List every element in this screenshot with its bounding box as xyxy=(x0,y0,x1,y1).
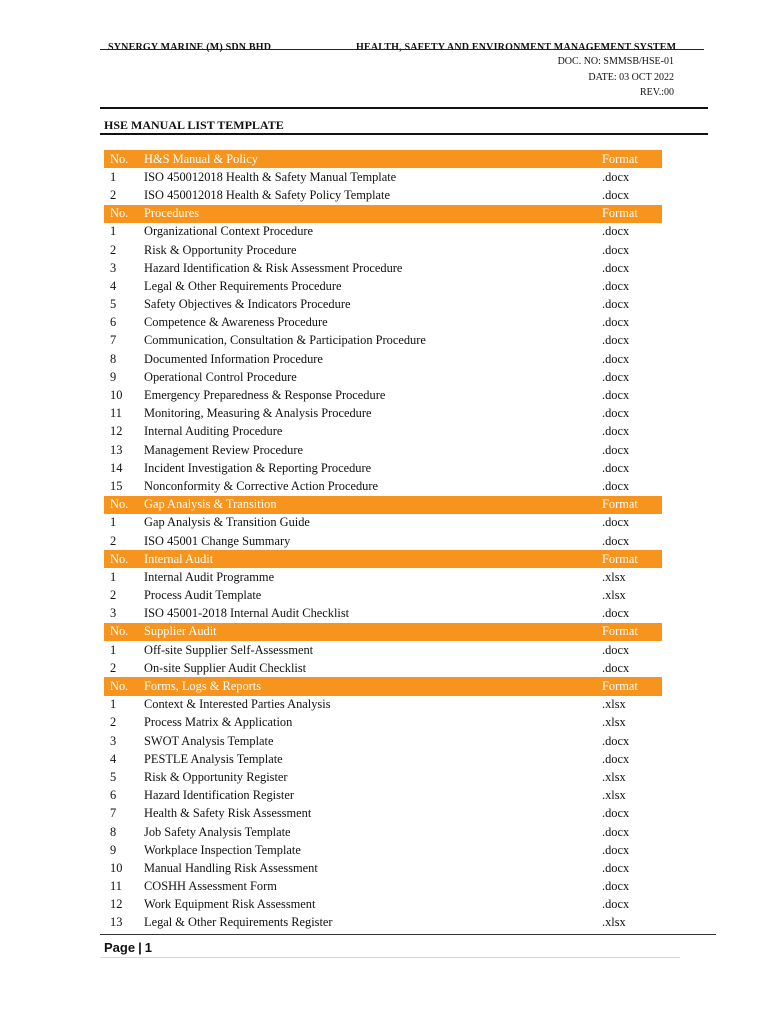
file-format: .docx xyxy=(602,879,630,894)
document-name: Gap Analysis & Transition Guide xyxy=(144,515,310,530)
document-name: Legal & Other Requirements Procedure xyxy=(144,278,342,293)
table-row xyxy=(104,605,662,623)
row-number: 1 xyxy=(110,515,117,530)
section-header-no: No. xyxy=(110,206,129,221)
table-row xyxy=(104,696,662,714)
document-name: Communication, Consultation & Participation Procedure xyxy=(144,333,426,348)
document-name: PESTLE Analysis Template xyxy=(144,751,283,766)
page-number: 1 xyxy=(144,940,152,955)
file-format: .docx xyxy=(602,333,630,348)
row-number: 2 xyxy=(110,588,117,603)
table-row xyxy=(104,823,662,841)
document-name: ISO 450012018 Health & Safety Policy Template xyxy=(144,187,390,202)
row-number: 7 xyxy=(110,333,117,348)
table-row xyxy=(104,587,662,605)
row-number: 2 xyxy=(110,533,117,548)
table-row xyxy=(104,405,662,423)
document-name: Process Matrix & Application xyxy=(144,715,293,730)
row-number: 7 xyxy=(110,806,117,821)
file-format: .xlsx xyxy=(602,788,626,803)
row-number: 8 xyxy=(110,351,117,366)
file-format: .docx xyxy=(602,242,630,257)
table-row xyxy=(104,314,662,332)
file-format: .docx xyxy=(602,806,630,821)
section-header-no: No. xyxy=(110,679,129,694)
section-header-title: H&S Manual & Policy xyxy=(144,151,258,166)
section-header-no: No. xyxy=(110,624,129,639)
document-name: Risk & Opportunity Procedure xyxy=(144,242,297,257)
doc-date: DATE: 03 OCT 2022 xyxy=(588,71,674,83)
document-name: SWOT Analysis Template xyxy=(144,733,274,748)
row-number: 2 xyxy=(110,187,117,202)
page-separator: | xyxy=(138,940,142,955)
file-format: .xlsx xyxy=(602,697,626,712)
section-header xyxy=(104,496,662,514)
file-format: .docx xyxy=(602,860,630,875)
row-number: 10 xyxy=(110,860,123,875)
row-number: 1 xyxy=(110,569,117,584)
file-format: .docx xyxy=(602,224,630,239)
row-number: 6 xyxy=(110,788,117,803)
document-name: Documented Information Procedure xyxy=(144,351,323,366)
row-number: 12 xyxy=(110,897,123,912)
document-name: Safety Objectives & Indicators Procedure xyxy=(144,297,351,312)
row-number: 1 xyxy=(110,697,117,712)
table-row xyxy=(104,386,662,404)
section-header-title: Forms, Logs & Reports xyxy=(144,679,262,694)
section-header-title: Gap Analysis & Transition xyxy=(144,497,277,512)
row-number: 1 xyxy=(110,642,117,657)
file-format: .docx xyxy=(602,351,630,366)
section-header-format: Format xyxy=(602,151,638,166)
section-header-title: Supplier Audit xyxy=(144,624,217,639)
document-name: Workplace Inspection Template xyxy=(144,842,301,857)
section-header xyxy=(104,205,662,223)
document-name: Nonconformity & Corrective Action Procedure xyxy=(144,478,378,493)
section-header xyxy=(104,550,662,568)
table-row xyxy=(104,514,662,532)
section-header xyxy=(104,150,662,168)
table-row xyxy=(104,641,662,659)
file-format: .docx xyxy=(602,460,630,475)
page-label: Page xyxy=(104,940,136,955)
section-header xyxy=(104,677,662,695)
top-divider xyxy=(100,107,708,109)
section-header-no: No. xyxy=(110,151,129,166)
file-format: .docx xyxy=(602,842,630,857)
row-number: 11 xyxy=(110,406,122,421)
table-row xyxy=(104,441,662,459)
document-name: ISO 450012018 Health & Safety Manual Template xyxy=(144,169,397,184)
file-format: .docx xyxy=(602,533,630,548)
file-format: .docx xyxy=(602,315,630,330)
file-format: .docx xyxy=(602,606,630,621)
document-name: Legal & Other Requirements Register xyxy=(144,915,333,930)
table-row xyxy=(104,896,662,914)
row-number: 4 xyxy=(110,278,117,293)
document-meta xyxy=(558,54,674,101)
section-header-title: Procedures xyxy=(144,206,200,221)
table-row xyxy=(104,750,662,768)
document-name: Emergency Preparedness & Response Procedure xyxy=(144,388,386,403)
file-format: .docx xyxy=(602,187,630,202)
section-header-format: Format xyxy=(602,624,638,639)
document-name: Organizational Context Procedure xyxy=(144,224,314,239)
document-name: COSHH Assessment Form xyxy=(144,879,277,894)
table-row xyxy=(104,259,662,277)
table-row xyxy=(104,568,662,586)
system-name: HEALTH, SAFETY AND ENVIRONMENT MANAGEMENT SYSTEM xyxy=(356,42,677,53)
row-number: 2 xyxy=(110,242,117,257)
file-format: .docx xyxy=(602,406,630,421)
table-row xyxy=(104,477,662,495)
file-format: .docx xyxy=(602,515,630,530)
document-name: ISO 45001 Change Summary xyxy=(144,533,291,548)
document-name: Hazard Identification & Risk Assessment Procedure xyxy=(144,260,403,275)
row-number: 15 xyxy=(110,478,123,493)
file-format: .docx xyxy=(602,751,630,766)
row-number: 3 xyxy=(110,260,117,275)
document-name: Work Equipment Risk Assessment xyxy=(144,897,316,912)
table-row xyxy=(104,805,662,823)
document-name: Health & Safety Risk Assessment xyxy=(144,806,312,821)
row-number: 9 xyxy=(110,842,117,857)
table-row xyxy=(104,350,662,368)
document-name: Manual Handling Risk Assessment xyxy=(144,860,318,875)
table-row xyxy=(104,296,662,314)
header-divider xyxy=(100,49,704,50)
table-row xyxy=(104,186,662,204)
title-divider xyxy=(100,133,708,135)
document-name: Monitoring, Measuring & Analysis Procedure xyxy=(144,406,372,421)
file-format: .docx xyxy=(602,388,630,403)
document-name: Internal Auditing Procedure xyxy=(144,424,283,439)
page-title: HSE MANUAL LIST TEMPLATE xyxy=(104,118,284,132)
document-name: Process Audit Template xyxy=(144,588,262,603)
document-name: Management Review Procedure xyxy=(144,442,303,457)
document-name: Competence & Awareness Procedure xyxy=(144,315,328,330)
section-header-format: Format xyxy=(602,551,638,566)
table-row xyxy=(104,841,662,859)
table-row xyxy=(104,241,662,259)
table-row xyxy=(104,732,662,750)
file-format: .docx xyxy=(602,442,630,457)
section-header-no: No. xyxy=(110,497,129,512)
row-number: 11 xyxy=(110,879,122,894)
section-header-no: No. xyxy=(110,551,129,566)
table-row xyxy=(104,368,662,386)
row-number: 1 xyxy=(110,169,117,184)
file-format: .docx xyxy=(602,897,630,912)
document-name: On-site Supplier Audit Checklist xyxy=(144,660,307,675)
row-number: 10 xyxy=(110,388,123,403)
file-format: .xlsx xyxy=(602,588,626,603)
section-header-format: Format xyxy=(602,206,638,221)
row-number: 1 xyxy=(110,224,117,239)
table-row xyxy=(104,768,662,786)
table-row xyxy=(104,168,662,186)
table-row xyxy=(104,659,662,677)
table-row xyxy=(104,277,662,295)
file-format: .xlsx xyxy=(602,769,626,784)
document-name: Hazard Identification Register xyxy=(144,788,295,803)
file-format: .docx xyxy=(602,169,630,184)
file-format: .xlsx xyxy=(602,569,626,584)
section-header xyxy=(104,623,662,641)
row-number: 2 xyxy=(110,715,117,730)
row-number: 13 xyxy=(110,442,123,457)
file-format: .docx xyxy=(602,642,630,657)
table-row xyxy=(104,459,662,477)
page-footer xyxy=(104,940,152,955)
document-name: ISO 45001-2018 Internal Audit Checklist xyxy=(144,606,350,621)
row-number: 6 xyxy=(110,315,117,330)
table-row xyxy=(104,332,662,350)
doc-number: DOC. NO: SMMSB/HSE-01 xyxy=(557,56,674,67)
row-number: 12 xyxy=(110,424,123,439)
table-row xyxy=(104,423,662,441)
file-format: .docx xyxy=(602,733,630,748)
document-name: Context & Interested Parties Analysis xyxy=(144,697,331,712)
row-number: 3 xyxy=(110,606,117,621)
row-number: 14 xyxy=(110,460,123,475)
document-name: Operational Control Procedure xyxy=(144,369,297,384)
document-name: Internal Audit Programme xyxy=(144,569,275,584)
document-name: Risk & Opportunity Register xyxy=(144,769,288,784)
document-name: Incident Investigation & Reporting Procedure xyxy=(144,460,372,475)
row-number: 3 xyxy=(110,733,117,748)
file-format: .docx xyxy=(602,424,630,439)
section-header-format: Format xyxy=(602,497,638,512)
file-format: .xlsx xyxy=(602,915,626,930)
table-row xyxy=(104,914,662,932)
file-format: .docx xyxy=(602,824,630,839)
footer-subdivider xyxy=(100,957,680,958)
table-row xyxy=(104,532,662,550)
manual-list-table xyxy=(104,150,662,932)
file-format: .docx xyxy=(602,369,630,384)
row-number: 13 xyxy=(110,915,123,930)
table-row xyxy=(104,223,662,241)
file-format: .xlsx xyxy=(602,715,626,730)
section-header-title: Internal Audit xyxy=(144,551,214,566)
doc-revision: REV.:00 xyxy=(640,87,674,98)
table-row xyxy=(104,787,662,805)
file-format: .docx xyxy=(602,297,630,312)
document-name: Job Safety Analysis Template xyxy=(144,824,291,839)
row-number: 8 xyxy=(110,824,117,839)
table-row xyxy=(104,878,662,896)
table-row xyxy=(104,714,662,732)
file-format: .docx xyxy=(602,278,630,293)
document-name: Off-site Supplier Self-Assessment xyxy=(144,642,314,657)
section-header-format: Format xyxy=(602,679,638,694)
row-number: 4 xyxy=(110,751,117,766)
company-name: SYNERGY MARINE (M) SDN BHD xyxy=(108,42,272,53)
file-format: .docx xyxy=(602,660,630,675)
row-number: 2 xyxy=(110,660,117,675)
file-format: .docx xyxy=(602,260,630,275)
file-format: .docx xyxy=(602,478,630,493)
row-number: 5 xyxy=(110,297,117,312)
footer-divider xyxy=(100,934,716,935)
table-row xyxy=(104,859,662,877)
row-number: 9 xyxy=(110,369,117,384)
row-number: 5 xyxy=(110,769,117,784)
